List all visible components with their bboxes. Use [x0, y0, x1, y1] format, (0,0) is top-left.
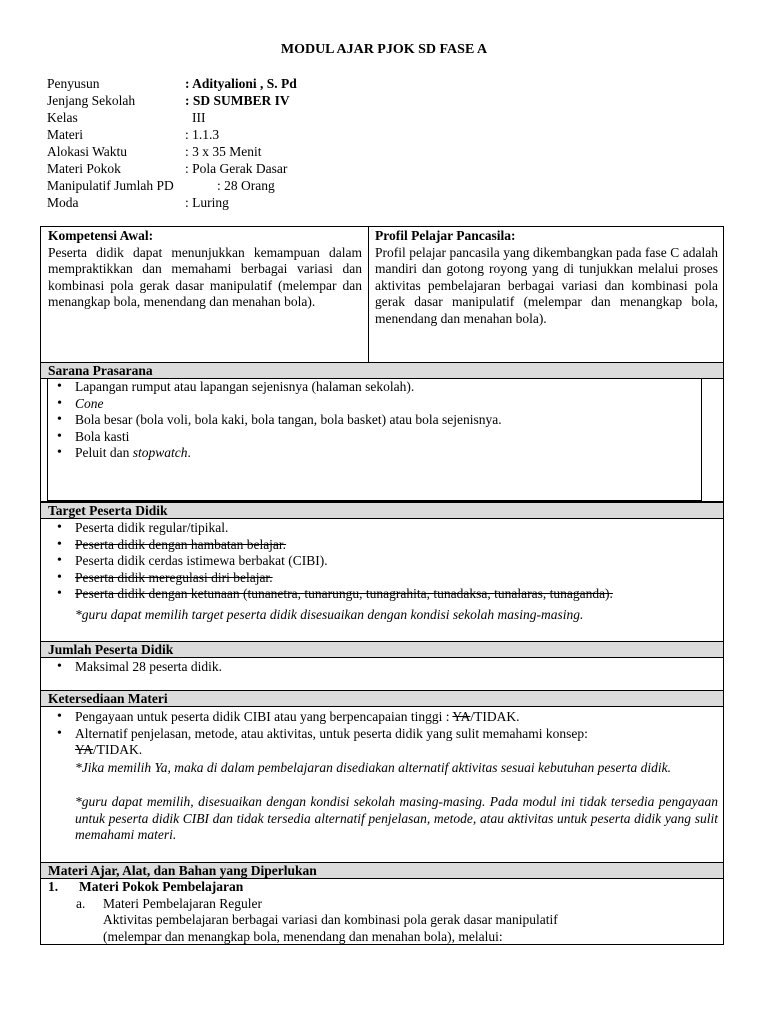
materi-ajar-header: Materi Ajar, Alat, dan Bahan yang Diperlukan	[40, 862, 724, 879]
list-item: • Peserta didik dengan ketunaan (tunanetra, tunarungu, tunagrahita, tunadaksa, tunalaras, tunaganda).	[48, 586, 718, 603]
materi-pokok-number: 1.	[48, 879, 59, 894]
list-item: • Peserta didik dengan hambatan belajar.	[48, 537, 718, 554]
info-label: Moda	[47, 195, 79, 210]
profil-text: Profil pelajar pancasila yang dikembangkan pada fase C adalah mandiri dan gotong royong yang di tunjukkan melalui proses aktivitas pembelajaran berbagai variasi dan kombinasi pola gerak dasar manipulatif (melempar dan menangkap bola, menendang dan menahan bola).	[375, 244, 718, 326]
option-tidak: /TIDAK.	[470, 709, 520, 724]
info-label: Materi	[47, 127, 83, 142]
info-value: : 28 Orang	[217, 178, 275, 193]
info-label: Jenjang Sekolah	[47, 93, 136, 108]
option-tidak: /TIDAK.	[93, 742, 143, 757]
list-item: • Bola kasti	[48, 429, 698, 446]
kompetensi-title: Kompetensi Awal:	[48, 228, 154, 243]
info-value: : Pola Gerak Dasar	[185, 161, 288, 176]
info-value: : SD SUMBER IV	[185, 93, 290, 108]
list-item: • Cone	[48, 396, 698, 413]
target-list	[48, 520, 718, 603]
jumlah-header: Jumlah Peserta Didik	[40, 641, 724, 658]
jumlah-body	[40, 657, 724, 691]
list-item-text-italic: stopwatch	[132, 445, 188, 460]
target-header: Target Peserta Didik	[40, 502, 724, 519]
document-title: MODUL AJAR PJOK SD FASE A	[280, 42, 488, 57]
list-item-text: Pengayaan untuk peserta didik CIBI atau yang berpencapaian tinggi :	[75, 709, 453, 724]
info-label: Materi Pokok	[47, 161, 121, 176]
list-item: • Bola besar (bola voli, bola kaki, bola tangan, bola basket) atau bola sejenisnya.	[48, 412, 698, 429]
ketersediaan-note-2: *guru dapat memilih, disesuaikan dengan kondisi sekolah masing-masing. Pada modul ini tidak tersedia pengayaan untuk peserta didik CIBI dan tidak tersedia alternatif penjelasan, metode, atau aktivitas untuk peserta didik yang sulit memahami materi.	[75, 794, 718, 842]
list-item	[48, 709, 718, 726]
option-ya: YA	[75, 742, 94, 757]
kompetensi-profil-table	[40, 226, 724, 363]
ketersediaan-body	[40, 706, 724, 863]
kompetensi-text: Peserta didik dapat menunjukkan kemampuan dalam mempraktikkan dan memahami berbagai variasi dan kombinasi pola gerak dasar manipulatif (melempar dan menangkap bola, menendang dan menahan bola).	[48, 244, 362, 309]
profil-cell	[375, 228, 718, 327]
list-item-text: .	[187, 445, 191, 460]
sub-heading: Materi Pembelajaran Reguler	[103, 896, 262, 911]
info-value: III	[192, 110, 206, 125]
info-value: : 3 x 35 Menit	[185, 144, 262, 159]
materi-ajar-body	[40, 878, 724, 945]
info-label: Manipulatif Jumlah PD	[47, 178, 174, 193]
profil-title: Profil Pelajar Pancasila:	[375, 228, 516, 243]
sarana-list	[48, 379, 698, 462]
info-value: : Luring	[185, 195, 229, 210]
materi-pokok-heading: Materi Pokok Pembelajaran	[79, 879, 244, 894]
info-label: Penyusun	[47, 76, 100, 91]
list-item-text: Peluit dan	[75, 445, 133, 460]
list-item	[48, 445, 698, 462]
option-ya: YA	[452, 709, 471, 724]
ketersediaan-list	[48, 709, 718, 759]
list-item: • Peserta didik meregulasi diri belajar.	[48, 570, 718, 587]
info-value: : 1.1.3	[185, 127, 220, 142]
ketersediaan-header: Ketersediaan Materi	[40, 690, 724, 707]
ketersediaan-note-1: *Jika memilih Ya, maka di dalam pembelajaran disediakan alternatif aktivitas sesuai kebutuhan peserta didik.	[75, 760, 672, 775]
sarana-body	[40, 378, 724, 502]
sub-letter: a.	[76, 896, 86, 911]
target-body	[40, 518, 724, 642]
kompetensi-cell	[48, 228, 362, 311]
materi-text-2: (melempar dan menangkap bola, menendang dan menahan bola), melalui:	[103, 929, 503, 944]
list-item: • Lapangan rumput atau lapangan sejenisnya (halaman sekolah).	[48, 379, 698, 396]
list-item: • Peserta didik cerdas istimewa berbakat (CIBI).	[48, 553, 718, 570]
materi-text-1: Aktivitas pembelajaran berbagai variasi dan kombinasi pola gerak dasar manipulatif	[103, 912, 558, 927]
info-label: Kelas	[47, 110, 78, 125]
column-divider	[368, 227, 369, 362]
jumlah-list	[48, 659, 718, 676]
list-item-text: Alternatif penjelasan, metode, atau aktivitas, untuk peserta didik yang sulit memahami konsep:	[75, 725, 588, 741]
info-label: Alokasi Waktu	[47, 144, 128, 159]
sarana-header: Sarana Prasarana	[40, 362, 724, 379]
list-item: • Maksimal 28 peserta didik.	[48, 659, 718, 676]
list-item	[48, 726, 718, 759]
list-item: • Peserta didik regular/tipikal.	[48, 520, 718, 537]
info-value: : Adityalioni , S. Pd	[185, 76, 297, 91]
target-note: *guru dapat memilih target peserta didik disesuaikan dengan kondisi sekolah masing-masing.	[75, 607, 584, 622]
